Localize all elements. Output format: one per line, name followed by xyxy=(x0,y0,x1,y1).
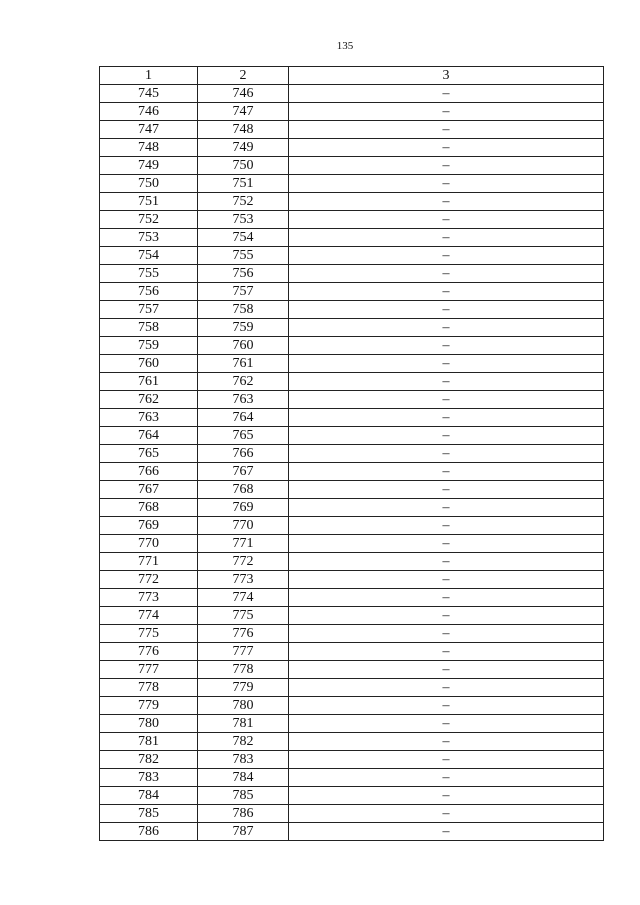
col-2-cell: 775 xyxy=(198,607,289,625)
table-row xyxy=(100,175,604,193)
col-2-cell: 787 xyxy=(198,823,289,841)
col-3-cell: – xyxy=(289,751,604,769)
col-1-cell: 751 xyxy=(100,193,198,211)
col-1-cell: 746 xyxy=(100,103,198,121)
col-1-cell: 778 xyxy=(100,679,198,697)
col-1-cell: 776 xyxy=(100,643,198,661)
col-3-cell: – xyxy=(289,445,604,463)
col-3-cell: – xyxy=(289,103,604,121)
col-2-cell: 786 xyxy=(198,805,289,823)
table-row xyxy=(100,301,604,319)
table-row xyxy=(100,481,604,499)
col-2-cell: 766 xyxy=(198,445,289,463)
col-2-cell: 762 xyxy=(198,373,289,391)
col-2-cell: 774 xyxy=(198,589,289,607)
col-3-cell: – xyxy=(289,193,604,211)
col-2-cell: 747 xyxy=(198,103,289,121)
col-3-cell: – xyxy=(289,139,604,157)
table-row xyxy=(100,139,604,157)
table-row xyxy=(100,499,604,517)
col-1-cell: 771 xyxy=(100,553,198,571)
col-3-cell: – xyxy=(289,391,604,409)
table-row xyxy=(100,193,604,211)
table-row xyxy=(100,733,604,751)
col-2-cell: 748 xyxy=(198,121,289,139)
col-3-cell: – xyxy=(289,85,604,103)
col-3-cell: – xyxy=(289,661,604,679)
col-1-cell: 783 xyxy=(100,769,198,787)
col-2-cell: 756 xyxy=(198,265,289,283)
col-3-cell: – xyxy=(289,517,604,535)
col-1-cell: 781 xyxy=(100,733,198,751)
col-1-cell: 754 xyxy=(100,247,198,265)
col-3-cell: – xyxy=(289,553,604,571)
col-3-cell: – xyxy=(289,625,604,643)
col-1-cell: 750 xyxy=(100,175,198,193)
table-row xyxy=(100,625,604,643)
col-1-cell: 745 xyxy=(100,85,198,103)
col-2-cell: 760 xyxy=(198,337,289,355)
col-1-cell: 777 xyxy=(100,661,198,679)
table-row xyxy=(100,265,604,283)
col-1-cell: 779 xyxy=(100,697,198,715)
col-3-cell: – xyxy=(289,499,604,517)
col-2-cell: 778 xyxy=(198,661,289,679)
table-row xyxy=(100,391,604,409)
col-1-cell: 769 xyxy=(100,517,198,535)
table-row xyxy=(100,697,604,715)
table-row xyxy=(100,463,604,481)
table-row xyxy=(100,661,604,679)
col-3-cell: – xyxy=(289,211,604,229)
table-row xyxy=(100,121,604,139)
col-3-cell: – xyxy=(289,463,604,481)
table-row xyxy=(100,517,604,535)
table-row xyxy=(100,553,604,571)
col-2-cell: 761 xyxy=(198,355,289,373)
col-1-cell: 784 xyxy=(100,787,198,805)
table-row xyxy=(100,607,604,625)
col-2-cell: 764 xyxy=(198,409,289,427)
table-row xyxy=(100,337,604,355)
col-3-cell: – xyxy=(289,157,604,175)
table-row xyxy=(100,211,604,229)
col-2-cell: 783 xyxy=(198,751,289,769)
col-3-cell: – xyxy=(289,787,604,805)
col-3-cell: – xyxy=(289,589,604,607)
col-3-cell: – xyxy=(289,715,604,733)
table-row xyxy=(100,85,604,103)
col-1-cell: 749 xyxy=(100,157,198,175)
col-2-cell: 755 xyxy=(198,247,289,265)
col-1-cell: 785 xyxy=(100,805,198,823)
table-row xyxy=(100,157,604,175)
col-2-cell: 757 xyxy=(198,283,289,301)
col-2-cell: 777 xyxy=(198,643,289,661)
col-3-cell: – xyxy=(289,769,604,787)
col-3-cell: – xyxy=(289,409,604,427)
table-row xyxy=(100,589,604,607)
col-2-cell: 749 xyxy=(198,139,289,157)
col-2-cell: 781 xyxy=(198,715,289,733)
col-1-cell: 766 xyxy=(100,463,198,481)
col-2-cell: 758 xyxy=(198,301,289,319)
table-row xyxy=(100,229,604,247)
column-header-2: 2 xyxy=(198,67,289,85)
table-row xyxy=(100,445,604,463)
col-3-cell: – xyxy=(289,823,604,841)
table-row xyxy=(100,643,604,661)
table-row xyxy=(100,715,604,733)
col-3-cell: – xyxy=(289,679,604,697)
col-1-cell: 765 xyxy=(100,445,198,463)
col-1-cell: 755 xyxy=(100,265,198,283)
table-row xyxy=(100,535,604,553)
table-row xyxy=(100,787,604,805)
col-1-cell: 772 xyxy=(100,571,198,589)
table-row xyxy=(100,247,604,265)
col-1-cell: 759 xyxy=(100,337,198,355)
col-2-cell: 773 xyxy=(198,571,289,589)
col-1-cell: 773 xyxy=(100,589,198,607)
table-row xyxy=(100,283,604,301)
table-body xyxy=(100,85,604,841)
table-row xyxy=(100,571,604,589)
col-1-cell: 758 xyxy=(100,319,198,337)
col-1-cell: 782 xyxy=(100,751,198,769)
col-2-cell: 750 xyxy=(198,157,289,175)
col-3-cell: – xyxy=(289,319,604,337)
col-2-cell: 768 xyxy=(198,481,289,499)
col-2-cell: 770 xyxy=(198,517,289,535)
table-row xyxy=(100,373,604,391)
col-3-cell: – xyxy=(289,805,604,823)
col-3-cell: – xyxy=(289,301,604,319)
col-3-cell: – xyxy=(289,121,604,139)
col-3-cell: – xyxy=(289,697,604,715)
col-2-cell: 780 xyxy=(198,697,289,715)
col-2-cell: 769 xyxy=(198,499,289,517)
col-1-cell: 757 xyxy=(100,301,198,319)
col-1-cell: 786 xyxy=(100,823,198,841)
col-3-cell: – xyxy=(289,265,604,283)
col-1-cell: 748 xyxy=(100,139,198,157)
column-header-3: 3 xyxy=(289,67,604,85)
col-3-cell: – xyxy=(289,427,604,445)
col-1-cell: 774 xyxy=(100,607,198,625)
col-3-cell: – xyxy=(289,733,604,751)
table-row xyxy=(100,679,604,697)
col-1-cell: 753 xyxy=(100,229,198,247)
table-row xyxy=(100,103,604,121)
col-1-cell: 761 xyxy=(100,373,198,391)
col-2-cell: 767 xyxy=(198,463,289,481)
col-3-cell: – xyxy=(289,535,604,553)
col-3-cell: – xyxy=(289,229,604,247)
table-row xyxy=(100,427,604,445)
col-2-cell: 785 xyxy=(198,787,289,805)
col-2-cell: 782 xyxy=(198,733,289,751)
col-1-cell: 762 xyxy=(100,391,198,409)
col-2-cell: 746 xyxy=(198,85,289,103)
col-2-cell: 772 xyxy=(198,553,289,571)
col-1-cell: 780 xyxy=(100,715,198,733)
col-3-cell: – xyxy=(289,355,604,373)
col-1-cell: 770 xyxy=(100,535,198,553)
col-2-cell: 753 xyxy=(198,211,289,229)
col-3-cell: – xyxy=(289,175,604,193)
col-2-cell: 759 xyxy=(198,319,289,337)
col-2-cell: 754 xyxy=(198,229,289,247)
col-2-cell: 784 xyxy=(198,769,289,787)
col-3-cell: – xyxy=(289,247,604,265)
col-1-cell: 747 xyxy=(100,121,198,139)
data-table xyxy=(99,66,604,841)
col-3-cell: – xyxy=(289,571,604,589)
col-2-cell: 779 xyxy=(198,679,289,697)
col-1-cell: 763 xyxy=(100,409,198,427)
col-3-cell: – xyxy=(289,337,604,355)
col-2-cell: 776 xyxy=(198,625,289,643)
col-2-cell: 765 xyxy=(198,427,289,445)
col-3-cell: – xyxy=(289,373,604,391)
col-2-cell: 751 xyxy=(198,175,289,193)
col-2-cell: 771 xyxy=(198,535,289,553)
col-3-cell: – xyxy=(289,481,604,499)
table-row xyxy=(100,805,604,823)
col-1-cell: 756 xyxy=(100,283,198,301)
column-header-1: 1 xyxy=(100,67,198,85)
col-1-cell: 752 xyxy=(100,211,198,229)
table-row xyxy=(100,355,604,373)
col-1-cell: 760 xyxy=(100,355,198,373)
col-3-cell: – xyxy=(289,607,604,625)
col-3-cell: – xyxy=(289,283,604,301)
col-1-cell: 764 xyxy=(100,427,198,445)
col-1-cell: 767 xyxy=(100,481,198,499)
col-2-cell: 752 xyxy=(198,193,289,211)
table-row xyxy=(100,409,604,427)
col-2-cell: 763 xyxy=(198,391,289,409)
table-row xyxy=(100,769,604,787)
col-1-cell: 768 xyxy=(100,499,198,517)
table-row xyxy=(100,319,604,337)
table-row xyxy=(100,823,604,841)
page-number: 135 xyxy=(336,40,354,52)
col-1-cell: 775 xyxy=(100,625,198,643)
table-header-row xyxy=(100,67,604,85)
table-row xyxy=(100,751,604,769)
col-3-cell: – xyxy=(289,643,604,661)
